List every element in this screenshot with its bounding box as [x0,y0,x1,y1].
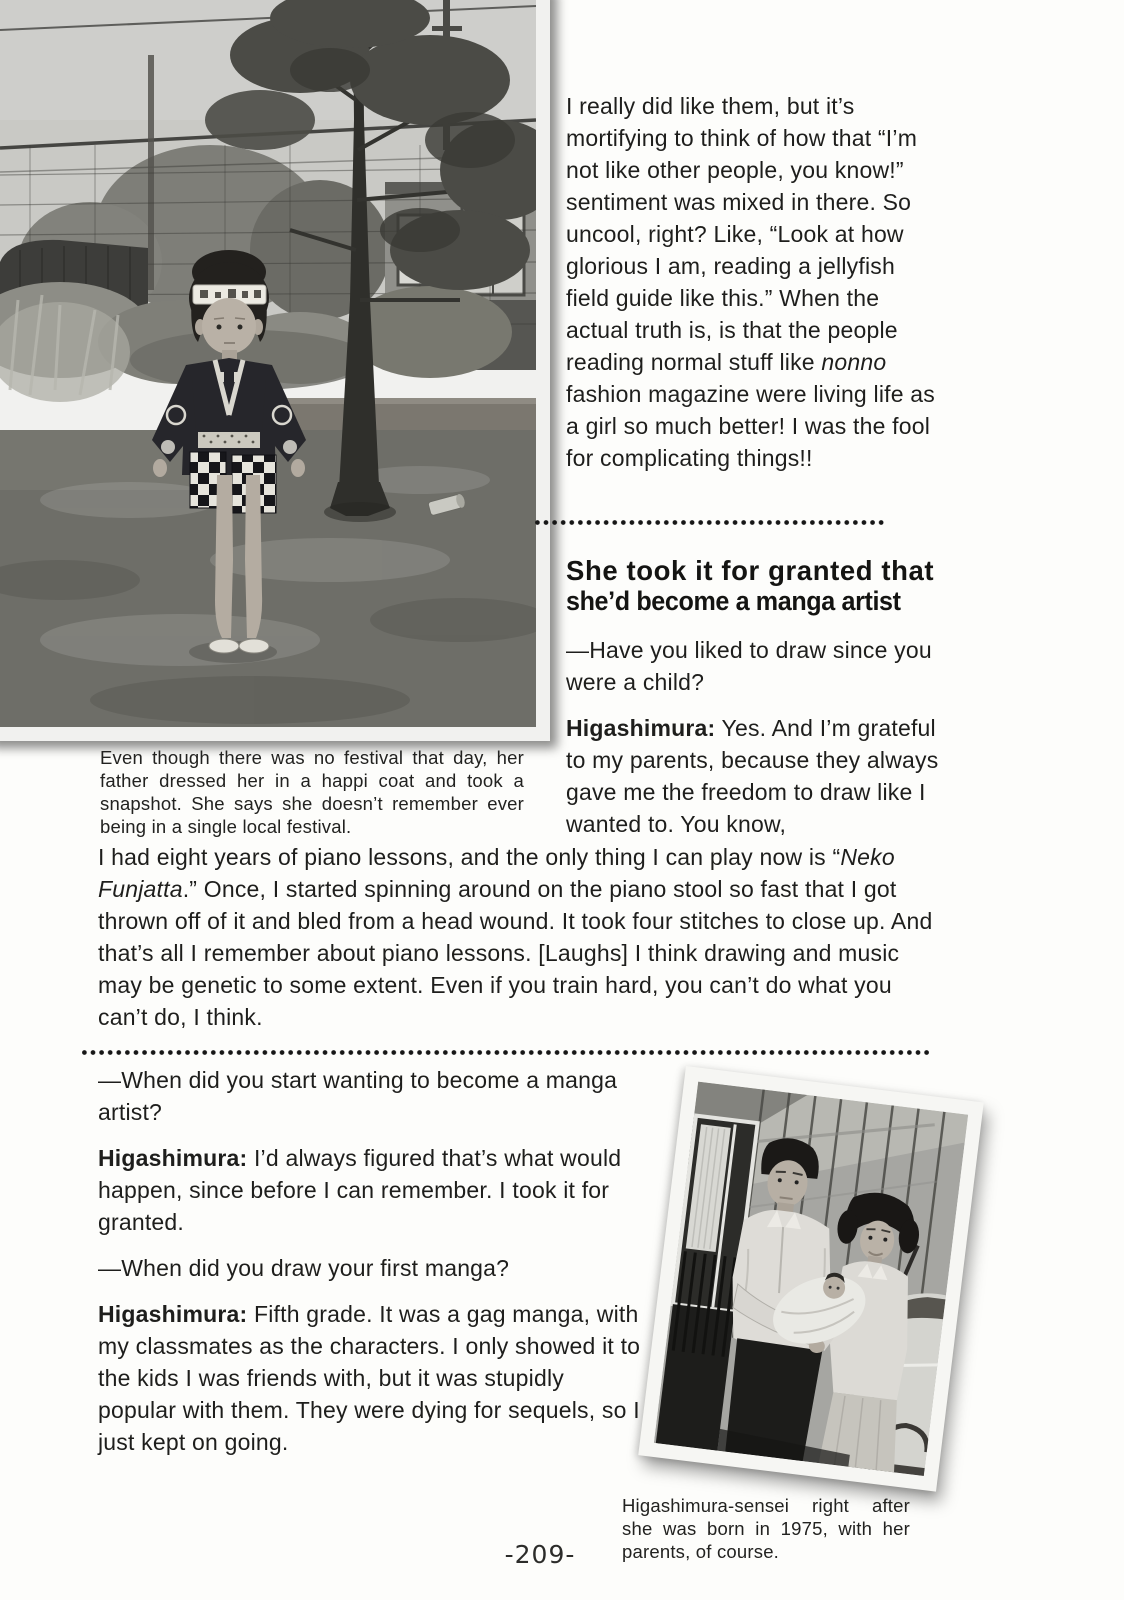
page-number: -209- [504,1540,576,1569]
family-photo-caption: Higashimura-sensei right after she was born in 1975, with her parents, of course. [622,1495,910,1562]
section-heading [566,556,966,616]
answer-draw-since-child: Higashimura: Yes. And I’m grateful to my parents, because they always gave me the freedom to draw like I wanted to. You know, [566,715,939,837]
bottom-interview-column [98,1064,646,1472]
family-photo-illustration [654,1082,968,1476]
happi-photo [0,0,550,741]
question-first-manga: —When did you draw your first manga? [98,1255,510,1281]
question-draw-since-child: —Have you liked to draw since you were a child? [566,637,932,695]
intro-paragraph: I really did like them, but it’s mortifying to think of how that “I’m not like other people, you know!” sentiment was mixed in there. So uncool, right? Like, “Look at how glorious I am, reading a jellyfish field guide like this.” When the actual truth is, is that the people reading normal stuff like nonno fashion magazine were living life as a girl so much better! I was the fool for complicating things!! [566,93,936,471]
question-start-wanting: —When did you start wanting to become a manga artist? [98,1067,618,1125]
section-heading-line1: She took it for granted that [566,555,935,586]
answer-piano-lessons: I had eight years of piano lessons, and the only thing I can play now is “Neko Funjatta.” Once, I started spinning around on the piano stool so fast that I got thrown off of it and bled from a head wound. It took four stitches to close up. And that’s all I remember about piano lessons. [Laughs] I think drawing and music may be genetic to some extent. Even if you train hard, you can’t do what you can’t do, I think. [98,844,933,1030]
family-photo [638,1066,984,1492]
dotted-divider-1 [535,520,887,525]
answer-fifth-grade: Higashimura: Fifth grade. It was a gag manga, with my classmates as the characters. I only showed it to the kids I was friends with, but it was stupidly popular with them. They were dying for sequels, so I just kept on going. [98,1301,641,1455]
section-heading-line2: she’d become a manga artist [566,586,901,616]
happi-photo-caption: Even though there was no festival that day, her father dressed her in a happi coat and took a snapshot. She says she doesn’t remember ever being in a single local festival. [100,747,524,837]
answer-took-for-granted: Higashimura: I’d always figured that’s what would happen, since before I can remember. I took it for granted. [98,1145,622,1235]
happi-photo-illustration [0,0,536,727]
dotted-divider-2 [82,1050,930,1055]
